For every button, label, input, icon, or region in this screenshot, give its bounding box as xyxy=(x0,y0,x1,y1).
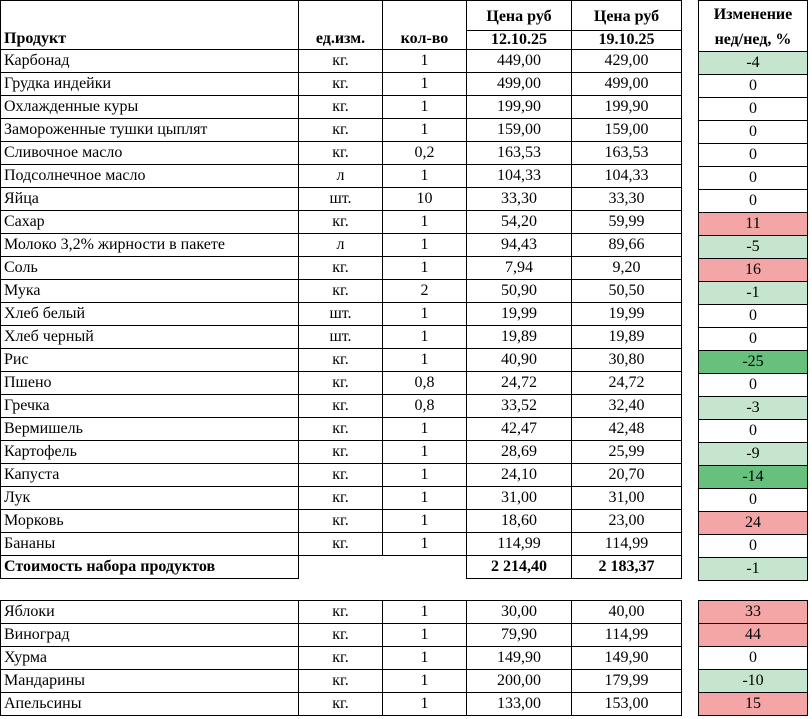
header-price-date-2: 19.10.25 xyxy=(572,31,682,50)
change-percent: 33 xyxy=(699,601,808,624)
quantity: 1 xyxy=(383,693,467,716)
product-name: Сливочное масло xyxy=(1,142,299,165)
unit: кг. xyxy=(299,601,383,624)
quantity: 1 xyxy=(383,533,467,556)
fruit-row xyxy=(1,647,682,670)
header-product: Продукт xyxy=(1,1,299,50)
quantity: 1 xyxy=(383,303,467,326)
product-name: Хлеб черный xyxy=(1,326,299,349)
fruit-change-row xyxy=(699,670,808,693)
product-name: Замороженные тушки цыплят xyxy=(1,119,299,142)
table-row xyxy=(1,349,682,372)
unit: шт. xyxy=(299,326,383,349)
change-percent: 0 xyxy=(699,190,808,213)
product-name: Лук xyxy=(1,487,299,510)
change-row xyxy=(699,213,808,236)
unit: шт. xyxy=(299,188,383,211)
price-week-2: 32,40 xyxy=(572,395,682,418)
change-percent: -4 xyxy=(699,52,808,75)
change-percent: -14 xyxy=(699,466,808,489)
quantity: 10 xyxy=(383,188,467,211)
table-row xyxy=(1,119,682,142)
price-week-2: 163,53 xyxy=(572,142,682,165)
table-row xyxy=(1,280,682,303)
change-percent: 0 xyxy=(699,489,808,512)
quantity: 1 xyxy=(383,418,467,441)
header-change-line-2: нед/нед, % xyxy=(699,29,808,52)
price-week-1: 33,30 xyxy=(467,188,572,211)
price-week-2: 50,50 xyxy=(572,280,682,303)
price-week-2: 429,00 xyxy=(572,50,682,73)
quantity: 1 xyxy=(383,647,467,670)
total-empty-unit xyxy=(299,556,383,579)
price-week-2: 59,99 xyxy=(572,211,682,234)
product-name: Мандарины xyxy=(1,670,299,693)
quantity: 1 xyxy=(383,349,467,372)
price-week-1: 79,90 xyxy=(467,624,572,647)
quantity: 1 xyxy=(383,510,467,533)
product-name: Грудка индейки xyxy=(1,73,299,96)
change-percent: 15 xyxy=(699,693,808,716)
table-row xyxy=(1,211,682,234)
product-name: Рис xyxy=(1,349,299,372)
total-price-week-2: 2 183,37 xyxy=(572,556,682,579)
quantity: 1 xyxy=(383,441,467,464)
unit: л xyxy=(299,234,383,257)
quantity: 1 xyxy=(383,96,467,119)
total-change-percent: -1 xyxy=(699,558,808,581)
price-week-2: 24,72 xyxy=(572,372,682,395)
price-week-2: 153,00 xyxy=(572,693,682,716)
quantity: 1 xyxy=(383,50,467,73)
product-name: Яблоки xyxy=(1,601,299,624)
unit: кг. xyxy=(299,349,383,372)
product-name: Яйца xyxy=(1,188,299,211)
product-name: Капуста xyxy=(1,464,299,487)
fruit-price-table xyxy=(0,600,682,716)
change-percent: -25 xyxy=(699,351,808,374)
unit: кг. xyxy=(299,142,383,165)
price-week-2: 25,99 xyxy=(572,441,682,464)
quantity: 1 xyxy=(383,624,467,647)
fruit-change-table xyxy=(698,600,808,716)
unit: кг. xyxy=(299,533,383,556)
product-name: Морковь xyxy=(1,510,299,533)
quantity: 1 xyxy=(383,73,467,96)
table-row xyxy=(1,326,682,349)
header-unit: ед.изм. xyxy=(299,1,383,50)
price-week-1: 50,90 xyxy=(467,280,572,303)
change-row xyxy=(699,397,808,420)
change-row xyxy=(699,75,808,98)
unit: кг. xyxy=(299,280,383,303)
table-row xyxy=(1,510,682,533)
change-header-row-2 xyxy=(699,29,808,52)
change-percent: 0 xyxy=(699,121,808,144)
unit: кг. xyxy=(299,487,383,510)
table-row xyxy=(1,464,682,487)
quantity: 1 xyxy=(383,601,467,624)
change-row xyxy=(699,167,808,190)
product-name: Охлажденные куры xyxy=(1,96,299,119)
price-week-1: 18,60 xyxy=(467,510,572,533)
product-name: Подсолнечное масло xyxy=(1,165,299,188)
unit: кг. xyxy=(299,372,383,395)
change-percent: -1 xyxy=(699,282,808,305)
quantity: 1 xyxy=(383,234,467,257)
price-week-1: 54,20 xyxy=(467,211,572,234)
change-row xyxy=(699,259,808,282)
header-change-line-1: Изменение xyxy=(699,1,808,30)
change-percent: -10 xyxy=(699,670,808,693)
change-percent: 0 xyxy=(699,305,808,328)
change-row xyxy=(699,121,808,144)
product-name: Мука xyxy=(1,280,299,303)
change-percent: -9 xyxy=(699,443,808,466)
price-week-1: 40,90 xyxy=(467,349,572,372)
product-name: Виноград xyxy=(1,624,299,647)
change-percent: 11 xyxy=(699,213,808,236)
price-week-1: 449,00 xyxy=(467,50,572,73)
change-percent: 0 xyxy=(699,75,808,98)
price-week-2: 114,99 xyxy=(572,624,682,647)
change-row xyxy=(699,328,808,351)
price-week-1: 163,53 xyxy=(467,142,572,165)
unit: кг. xyxy=(299,257,383,280)
price-week-2: 33,30 xyxy=(572,188,682,211)
unit: кг. xyxy=(299,96,383,119)
unit: кг. xyxy=(299,395,383,418)
unit: кг. xyxy=(299,211,383,234)
change-header-row-1 xyxy=(699,1,808,30)
change-row xyxy=(699,98,808,121)
price-week-1: 19,99 xyxy=(467,303,572,326)
price-week-2: 149,90 xyxy=(572,647,682,670)
table-row xyxy=(1,73,682,96)
product-name: Бананы xyxy=(1,533,299,556)
fruit-row xyxy=(1,601,682,624)
price-week-1: 149,90 xyxy=(467,647,572,670)
unit: шт. xyxy=(299,303,383,326)
header-price-date-1: 12.10.25 xyxy=(467,31,572,50)
unit: кг. xyxy=(299,464,383,487)
table-row xyxy=(1,303,682,326)
fruit-row xyxy=(1,624,682,647)
product-name: Соль xyxy=(1,257,299,280)
change-percent: 0 xyxy=(699,98,808,121)
change-table xyxy=(698,0,808,581)
table-row xyxy=(1,395,682,418)
price-week-1: 94,43 xyxy=(467,234,572,257)
price-week-2: 19,89 xyxy=(572,326,682,349)
quantity: 0,8 xyxy=(383,395,467,418)
header-price-label-2: Цена руб xyxy=(572,1,682,31)
product-name: Сахар xyxy=(1,211,299,234)
unit: кг. xyxy=(299,119,383,142)
change-percent: -5 xyxy=(699,236,808,259)
product-name: Картофель xyxy=(1,441,299,464)
table-row xyxy=(1,533,682,556)
unit: кг. xyxy=(299,418,383,441)
unit: кг. xyxy=(299,647,383,670)
price-week-1: 199,90 xyxy=(467,96,572,119)
table-row xyxy=(1,50,682,73)
unit: кг. xyxy=(299,441,383,464)
fruit-row xyxy=(1,670,682,693)
table-row xyxy=(1,96,682,119)
price-week-2: 199,90 xyxy=(572,96,682,119)
total-change-row xyxy=(699,558,808,581)
quantity: 1 xyxy=(383,211,467,234)
price-week-1: 159,00 xyxy=(467,119,572,142)
table-row xyxy=(1,165,682,188)
product-name: Пшено xyxy=(1,372,299,395)
header-row-1 xyxy=(1,1,682,31)
price-week-2: 42,48 xyxy=(572,418,682,441)
change-row xyxy=(699,236,808,259)
table-row xyxy=(1,441,682,464)
change-percent: 0 xyxy=(699,535,808,558)
quantity: 0,2 xyxy=(383,142,467,165)
quantity: 1 xyxy=(383,326,467,349)
price-week-2: 89,66 xyxy=(572,234,682,257)
total-empty-qty xyxy=(383,556,467,579)
table-row xyxy=(1,487,682,510)
change-row xyxy=(699,190,808,213)
price-week-1: 33,52 xyxy=(467,395,572,418)
unit: кг. xyxy=(299,670,383,693)
change-percent: -3 xyxy=(699,397,808,420)
change-percent: 0 xyxy=(699,144,808,167)
product-name: Карбонад xyxy=(1,50,299,73)
unit: л xyxy=(299,165,383,188)
table-row xyxy=(1,142,682,165)
price-week-2: 114,99 xyxy=(572,533,682,556)
price-week-2: 104,33 xyxy=(572,165,682,188)
product-name: Хурма xyxy=(1,647,299,670)
fruit-change-row xyxy=(699,601,808,624)
change-row xyxy=(699,489,808,512)
price-week-1: 24,10 xyxy=(467,464,572,487)
unit: кг. xyxy=(299,624,383,647)
change-percent: 16 xyxy=(699,259,808,282)
price-week-1: 200,00 xyxy=(467,670,572,693)
table-row xyxy=(1,188,682,211)
price-week-2: 40,00 xyxy=(572,601,682,624)
price-week-2: 499,00 xyxy=(572,73,682,96)
price-week-1: 19,89 xyxy=(467,326,572,349)
price-week-2: 9,20 xyxy=(572,257,682,280)
product-name: Хлеб белый xyxy=(1,303,299,326)
product-name: Апельсины xyxy=(1,693,299,716)
price-week-1: 499,00 xyxy=(467,73,572,96)
fruit-change-row xyxy=(699,624,808,647)
price-week-1: 7,94 xyxy=(467,257,572,280)
header-price-label-1: Цена руб xyxy=(467,1,572,31)
price-week-1: 31,00 xyxy=(467,487,572,510)
quantity: 1 xyxy=(383,119,467,142)
change-row xyxy=(699,305,808,328)
unit: кг. xyxy=(299,50,383,73)
quantity: 2 xyxy=(383,280,467,303)
unit: кг. xyxy=(299,73,383,96)
change-row xyxy=(699,512,808,535)
table-row xyxy=(1,418,682,441)
price-week-2: 179,99 xyxy=(572,670,682,693)
total-price-week-1: 2 214,40 xyxy=(467,556,572,579)
price-week-2: 159,00 xyxy=(572,119,682,142)
total-label: Стоимость набора продуктов xyxy=(1,556,299,579)
change-row xyxy=(699,52,808,75)
price-week-1: 133,00 xyxy=(467,693,572,716)
change-percent: 0 xyxy=(699,420,808,443)
product-name: Молоко 3,2% жирности в пакете xyxy=(1,234,299,257)
change-row xyxy=(699,420,808,443)
fruit-change-row xyxy=(699,647,808,670)
change-row xyxy=(699,351,808,374)
price-week-1: 30,00 xyxy=(467,601,572,624)
quantity: 1 xyxy=(383,670,467,693)
price-week-2: 31,00 xyxy=(572,487,682,510)
product-name: Гречка xyxy=(1,395,299,418)
price-week-1: 114,99 xyxy=(467,533,572,556)
fruit-change-row xyxy=(699,693,808,716)
total-row xyxy=(1,556,682,579)
change-row xyxy=(699,443,808,466)
unit: кг. xyxy=(299,510,383,533)
change-percent: 0 xyxy=(699,328,808,351)
quantity: 1 xyxy=(383,257,467,280)
table-row xyxy=(1,257,682,280)
quantity: 0,8 xyxy=(383,372,467,395)
unit: кг. xyxy=(299,693,383,716)
change-percent: 0 xyxy=(699,647,808,670)
price-week-2: 20,70 xyxy=(572,464,682,487)
change-row xyxy=(699,374,808,397)
quantity: 1 xyxy=(383,487,467,510)
quantity: 1 xyxy=(383,464,467,487)
price-week-1: 104,33 xyxy=(467,165,572,188)
price-week-1: 24,72 xyxy=(467,372,572,395)
price-week-1: 28,69 xyxy=(467,441,572,464)
header-qty: кол-во xyxy=(383,1,467,50)
price-week-2: 23,00 xyxy=(572,510,682,533)
table-row xyxy=(1,372,682,395)
change-row xyxy=(699,466,808,489)
fruit-row xyxy=(1,693,682,716)
change-row xyxy=(699,535,808,558)
change-percent: 0 xyxy=(699,167,808,190)
quantity: 1 xyxy=(383,165,467,188)
price-week-1: 42,47 xyxy=(467,418,572,441)
change-percent: 0 xyxy=(699,374,808,397)
change-percent: 24 xyxy=(699,512,808,535)
change-percent: 44 xyxy=(699,624,808,647)
change-row xyxy=(699,144,808,167)
change-row xyxy=(699,282,808,305)
product-name: Вермишель xyxy=(1,418,299,441)
price-week-2: 19,99 xyxy=(572,303,682,326)
table-row xyxy=(1,234,682,257)
price-week-2: 30,80 xyxy=(572,349,682,372)
